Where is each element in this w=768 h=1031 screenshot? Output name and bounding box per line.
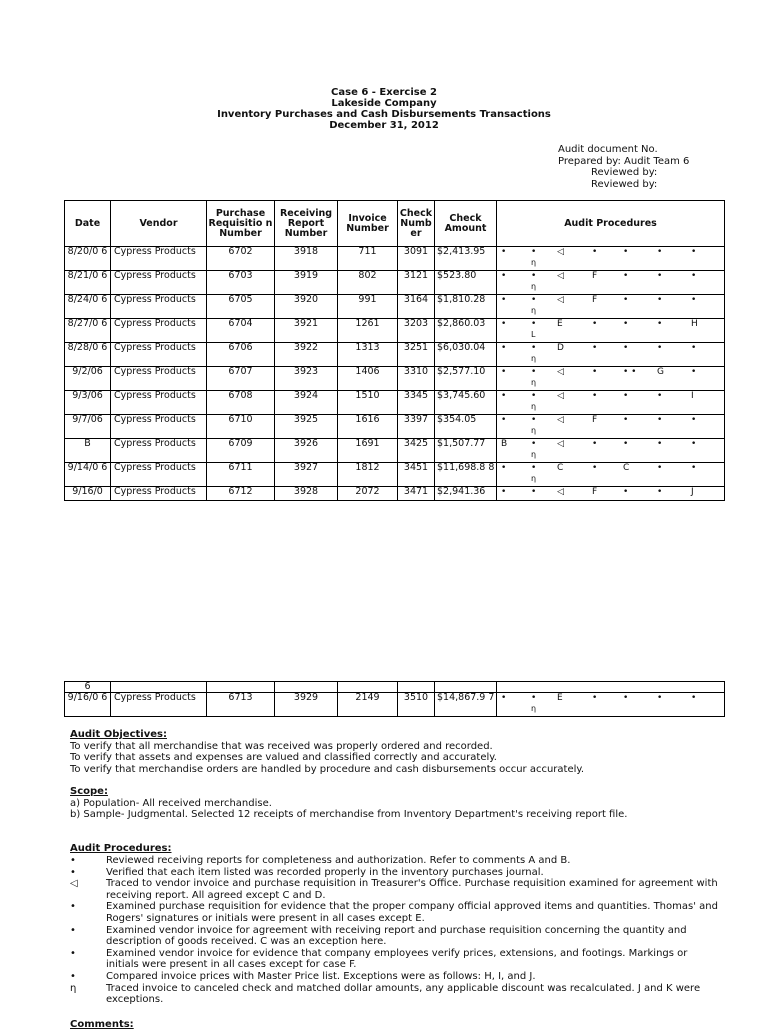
table-row [65, 693, 725, 717]
vendor-cell: Cypress Products [111, 463, 207, 487]
procedure-mark: • [623, 295, 629, 305]
procedure-mark: • [501, 487, 507, 497]
scope-heading: Scope: [70, 786, 108, 797]
procedure-mark: • [501, 295, 507, 305]
procedure-symbol: • [70, 901, 76, 913]
procedure-mark: • [592, 439, 598, 449]
table-row [65, 682, 725, 693]
table-row [65, 247, 725, 271]
procedure-mark-sub: η [531, 306, 537, 315]
procedure-text: Traced to vendor invoice and purchase requisition in Treasurer's Office. Purchase requisition examined for agreement with receiving report. All agreed except C and D. [106, 878, 718, 901]
table-row [65, 439, 725, 463]
purchase-req-cell: 6703 [207, 271, 275, 295]
vendor-cell: Cypress Products [111, 319, 207, 343]
audit-procedures-cell [497, 247, 725, 271]
col-header-purchase: Purchase Requisitio n Number [207, 201, 275, 247]
audit-procedures-cell [497, 463, 725, 487]
receiving-report-cell: 3920 [275, 295, 338, 319]
vendor-cell: Cypress Products [111, 439, 207, 463]
audit-procedures-cell [497, 319, 725, 343]
procedure-mark: • [501, 367, 507, 377]
procedure-mark: • [501, 319, 507, 329]
objective-line: To verify that all merchandise that was received was properly ordered and recorded. [70, 740, 493, 752]
date-cell: 9/16/0 6 [65, 693, 111, 717]
procedure-mark: • [657, 295, 663, 305]
vendor-cell: Cypress Products [111, 391, 207, 415]
procedure-mark: • [657, 415, 663, 425]
scope-section [70, 786, 627, 821]
invoice-cell: 2072 [338, 487, 398, 501]
vendor-cell: Cypress Products [111, 367, 207, 391]
vendor-cell: Cypress Products [111, 487, 207, 501]
vendor-cell: Cypress Products [111, 247, 207, 271]
reviewed-by-1: Reviewed by: [591, 167, 658, 178]
procedure-mark: • [592, 343, 598, 353]
procedure-symbol: • [70, 970, 76, 982]
date-cell: 9/3/06 [65, 391, 111, 415]
date-cell: B [65, 439, 111, 463]
procedure-mark: • [592, 463, 598, 473]
check-number-cell: 3510 [398, 693, 435, 717]
procedure-mark-sub: η [531, 704, 537, 713]
check-number-cell: 3397 [398, 415, 435, 439]
col-header-check-num: Check Numb er [398, 201, 435, 247]
invoice-cell: 802 [338, 271, 398, 295]
check-number-cell: 3164 [398, 295, 435, 319]
procedures-list [70, 855, 720, 1006]
purchase-req-cell: 6705 [207, 295, 275, 319]
check-amount-cell: $523.80 [435, 271, 497, 295]
reviewed-by-2: Reviewed by: [591, 178, 658, 190]
procedure-mark: ◁ [557, 391, 564, 401]
audit-procedures-cell [497, 487, 725, 501]
purchase-req-cell: 6710 [207, 415, 275, 439]
procedure-symbol: • [70, 947, 76, 959]
procedure-mark-sub: η [531, 354, 537, 363]
audit-objectives [70, 729, 584, 775]
procedure-symbol: η [70, 982, 77, 994]
procedure-mark: • • [623, 367, 637, 377]
procedure-item [70, 971, 720, 983]
audit-procedures-cell [497, 391, 725, 415]
procedure-mark: • [501, 391, 507, 401]
receiving-report-cell: 3927 [275, 463, 338, 487]
procedure-mark: E [557, 319, 563, 329]
audit-procedures-cell [497, 693, 725, 717]
receiving-report-cell: 3921 [275, 319, 338, 343]
invoice-cell: 991 [338, 295, 398, 319]
check-number-cell: 3451 [398, 463, 435, 487]
procedure-mark: D [557, 343, 564, 353]
procedure-mark: F [592, 271, 598, 281]
purchase-req-cell: 6702 [207, 247, 275, 271]
vendor-cell: Cypress Products [111, 271, 207, 295]
receiving-report-cell: 3928 [275, 487, 338, 501]
procedures-heading [70, 843, 172, 855]
procedure-mark: • [623, 391, 629, 401]
procedure-mark: • [531, 391, 537, 401]
table-row [65, 343, 725, 367]
procedure-mark: • [501, 463, 507, 473]
procedure-mark: • [531, 343, 537, 353]
check-amount-cell: $1,507.77 [435, 439, 497, 463]
procedure-mark: • [657, 319, 663, 329]
audit-doc-no: Audit document No. [558, 144, 658, 155]
prepared-by: Prepared by: Audit Team 6 [558, 155, 690, 167]
check-number-cell: 3425 [398, 439, 435, 463]
procedure-mark: H [691, 319, 698, 329]
check-number-cell: 3091 [398, 247, 435, 271]
procedure-text: Compared invoice prices with Master Price list. Exceptions were as follows: H, I, and J. [106, 970, 536, 982]
procedure-mark: • [657, 391, 663, 401]
receiving-report-cell: 3922 [275, 343, 338, 367]
procedure-mark: • [623, 487, 629, 497]
procedure-mark: • [531, 247, 537, 257]
procedure-item [70, 878, 720, 901]
procedure-mark: • [691, 415, 697, 425]
procedure-mark: • [501, 343, 507, 353]
objective-line: To verify that merchandise orders are handled by procedure and cash disbursements occur accurately. [70, 763, 585, 775]
procedure-item [70, 925, 720, 948]
vendor-cell: Cypress Products [111, 295, 207, 319]
procedure-mark: • [592, 247, 598, 257]
receiving-report-cell: 3918 [275, 247, 338, 271]
check-amount-cell: $6,030.04 [435, 343, 497, 367]
procedure-mark: • [691, 439, 697, 449]
col-header-vendor: Vendor [111, 201, 207, 247]
procedure-mark-sub: η [531, 402, 537, 411]
procedure-mark: I [691, 391, 694, 401]
procedure-mark: • [501, 415, 507, 425]
receiving-report-cell: 3923 [275, 367, 338, 391]
procedure-mark: J [691, 487, 694, 497]
check-number-cell: 3251 [398, 343, 435, 367]
procedure-mark: • [623, 415, 629, 425]
procedure-mark: • [531, 367, 537, 377]
check-amount-cell: $14,867.9 7 [435, 693, 497, 717]
procedure-mark: • [691, 295, 697, 305]
check-number-cell: 3310 [398, 367, 435, 391]
check-amount-cell: $2,413.95 [435, 247, 497, 271]
receiving-report-cell: 3929 [275, 693, 338, 717]
check-amount-cell: $1,810.28 [435, 295, 497, 319]
procedure-mark: • [691, 463, 697, 473]
col-header-date: Date [65, 201, 111, 247]
procedure-mark-sub: η [531, 258, 537, 267]
procedure-mark: ◁ [557, 487, 564, 497]
vendor-cell: Cypress Products [111, 415, 207, 439]
scope-line: a) Population- All received merchandise. [70, 797, 272, 809]
check-amount-cell [435, 682, 497, 693]
vendor-cell [111, 682, 207, 693]
date-cell: 6 [65, 682, 111, 693]
procedure-mark: • [531, 295, 537, 305]
table-row [65, 367, 725, 391]
audit-procedures-cell [497, 271, 725, 295]
procedure-mark: • [592, 391, 598, 401]
procedure-mark: • [657, 271, 663, 281]
invoice-cell: 711 [338, 247, 398, 271]
procedure-mark: • [531, 463, 537, 473]
title-description: Inventory Purchases and Cash Disbursements Transactions [217, 109, 551, 120]
audit-procedures-cell [497, 367, 725, 391]
procedure-mark: • [691, 271, 697, 281]
procedure-mark: • [657, 343, 663, 353]
receiving-report-cell: 3926 [275, 439, 338, 463]
procedure-mark: • [623, 343, 629, 353]
vendor-cell: Cypress Products [111, 343, 207, 367]
procedure-mark: B [501, 439, 508, 449]
procedure-mark: ◁ [557, 295, 564, 305]
date-cell: 8/28/0 6 [65, 343, 111, 367]
col-header-receiving: Receiving Report Number [275, 201, 338, 247]
procedure-item [70, 901, 720, 924]
receiving-report-cell [275, 682, 338, 693]
procedure-mark: • [691, 247, 697, 257]
table-row [65, 271, 725, 295]
audit-procedures-cell [497, 415, 725, 439]
table-row [65, 487, 725, 501]
receiving-report-cell: 3925 [275, 415, 338, 439]
procedure-mark: • [501, 271, 507, 281]
purchase-req-cell: 6704 [207, 319, 275, 343]
audit-procedures-cell [497, 682, 725, 693]
col-header-audit: Audit Procedures [497, 201, 725, 247]
invoice-cell: 1812 [338, 463, 398, 487]
check-number-cell [398, 682, 435, 693]
procedure-mark-sub: η [531, 282, 537, 291]
date-cell: 9/14/0 6 [65, 463, 111, 487]
procedure-mark: • [623, 247, 629, 257]
table-row [65, 295, 725, 319]
title-date: December 31, 2012 [329, 120, 439, 131]
audit-procedures-cell [497, 343, 725, 367]
procedure-mark: ◁ [557, 247, 564, 257]
table-header-row [65, 201, 725, 247]
procedure-mark: G [657, 367, 664, 377]
check-amount-cell: $11,698.8 8 [435, 463, 497, 487]
procedure-mark: F [592, 487, 598, 497]
invoice-cell: 1313 [338, 343, 398, 367]
check-amount-cell: $2,577.10 [435, 367, 497, 391]
audit-procedures-cell [497, 439, 725, 463]
comments-heading [70, 1019, 134, 1031]
procedures-heading-text: Audit Procedures: [70, 843, 172, 854]
date-cell: 8/20/0 6 [65, 247, 111, 271]
procedure-mark: • [657, 247, 663, 257]
scope-line: b) Sample- Judgmental. Selected 12 receipts of merchandise from Inventory Department's receiving report file. [70, 809, 628, 821]
invoice-cell: 1691 [338, 439, 398, 463]
procedure-mark-sub: η [531, 474, 537, 483]
procedure-mark: • [501, 693, 507, 703]
purchase-req-cell: 6708 [207, 391, 275, 415]
procedure-item [70, 855, 720, 867]
check-amount-cell: $2,860.03 [435, 319, 497, 343]
procedure-text: Traced invoice to canceled check and matched dollar amounts, any applicable discount was recalculated. J and K were exceptions. [106, 982, 701, 1006]
procedure-mark: C [557, 463, 564, 473]
table-row [65, 391, 725, 415]
procedure-symbol: • [70, 924, 76, 936]
procedure-text: Examined purchase requisition for evidence that the proper company official approved items and quantities. Thomas' and Rogers' signatures or initials were present in all cases except E. [106, 901, 718, 924]
procedure-mark-sub: η [531, 450, 537, 459]
procedure-mark: • [657, 693, 663, 703]
title-company: Lakeside Company [331, 98, 437, 109]
procedure-mark: • [501, 247, 507, 257]
purchase-req-cell [207, 682, 275, 693]
procedure-text: Examined vendor invoice for evidence that company employees verify prices, extensions, and footings. Markings or initials were present in all cases except for case F. [106, 947, 688, 971]
procedure-item [70, 867, 720, 879]
procedure-mark: C [623, 463, 630, 473]
procedure-mark: • [531, 319, 537, 329]
procedure-mark-sub: η [531, 426, 537, 435]
procedure-symbol: ◁ [70, 878, 78, 890]
check-amount-cell: $354.05 [435, 415, 497, 439]
purchase-req-cell: 6712 [207, 487, 275, 501]
procedure-text: Examined vendor invoice for agreement with receiving report and purchase requisition concerning the quantity and description of goods received. C was an exception here. [106, 924, 687, 948]
procedure-mark: • [531, 487, 537, 497]
vendor-cell: Cypress Products [111, 693, 207, 717]
date-cell: 9/2/06 [65, 367, 111, 391]
procedure-text: Reviewed receiving reports for completeness and authorization. Refer to comments A and B. [106, 855, 571, 866]
receiving-report-cell: 3919 [275, 271, 338, 295]
procedure-mark: • [531, 415, 537, 425]
procedure-symbol: • [70, 855, 76, 866]
check-number-cell: 3345 [398, 391, 435, 415]
procedure-mark: • [623, 319, 629, 329]
procedure-mark-sub: η [531, 378, 537, 387]
procedure-symbol: • [70, 866, 76, 878]
procedure-mark: • [531, 693, 537, 703]
receiving-report-cell: 3924 [275, 391, 338, 415]
date-cell: 8/27/0 6 [65, 319, 111, 343]
purchase-req-cell: 6711 [207, 463, 275, 487]
procedure-mark: ◁ [557, 415, 564, 425]
date-cell: 9/7/06 [65, 415, 111, 439]
procedure-mark: • [623, 439, 629, 449]
procedure-mark: F [592, 415, 598, 425]
comments-heading-text: Comments: [70, 1019, 134, 1030]
invoice-cell: 2149 [338, 693, 398, 717]
table-row [65, 463, 725, 487]
procedure-mark: • [657, 463, 663, 473]
invoice-cell: 1261 [338, 319, 398, 343]
procedure-mark: • [657, 487, 663, 497]
procedure-mark: ◁ [557, 367, 564, 377]
audit-procedures-cell [497, 295, 725, 319]
procedure-mark: • [592, 367, 598, 377]
col-header-invoice: Invoice Number [338, 201, 398, 247]
check-number-cell: 3203 [398, 319, 435, 343]
date-cell: 9/16/0 [65, 487, 111, 501]
procedure-mark: ◁ [557, 271, 564, 281]
procedure-mark: • [691, 343, 697, 353]
transactions-table-continued [64, 681, 725, 717]
check-number-cell: 3471 [398, 487, 435, 501]
procedure-mark: • [531, 439, 537, 449]
procedure-mark: • [691, 693, 697, 703]
col-header-check-amt: Check Amount [435, 201, 497, 247]
transactions-table [64, 200, 725, 501]
procedure-mark: • [531, 271, 537, 281]
check-amount-cell: $2,941.36 [435, 487, 497, 501]
procedure-mark: • [623, 271, 629, 281]
check-amount-cell: $3,745.60 [435, 391, 497, 415]
table-row [65, 319, 725, 343]
check-number-cell: 3121 [398, 271, 435, 295]
objective-line: To verify that assets and expenses are valued and classified correctly and accurately. [70, 752, 497, 764]
procedure-mark: ◁ [557, 439, 564, 449]
procedure-mark: • [691, 367, 697, 377]
procedure-item [70, 948, 720, 971]
invoice-cell: 1510 [338, 391, 398, 415]
purchase-req-cell: 6709 [207, 439, 275, 463]
objectives-heading: Audit Objectives: [70, 729, 167, 740]
procedure-mark: • [592, 693, 598, 703]
table-row [65, 415, 725, 439]
audit-info [558, 144, 689, 190]
procedure-mark: F [592, 295, 598, 305]
purchase-req-cell: 6713 [207, 693, 275, 717]
procedure-item [70, 983, 720, 1006]
procedure-text: Verified that each item listed was recorded properly in the inventory purchases journal. [106, 866, 544, 878]
procedure-mark: E [557, 693, 563, 703]
purchase-req-cell: 6706 [207, 343, 275, 367]
procedure-mark-sub: L [531, 330, 536, 339]
title-case: Case 6 - Exercise 2 [331, 87, 437, 98]
invoice-cell: 1616 [338, 415, 398, 439]
date-cell: 8/24/0 6 [65, 295, 111, 319]
procedure-mark: • [623, 693, 629, 703]
procedure-mark: • [592, 319, 598, 329]
date-cell: 8/21/0 6 [65, 271, 111, 295]
procedure-mark: • [657, 439, 663, 449]
invoice-cell: 1406 [338, 367, 398, 391]
purchase-req-cell: 6707 [207, 367, 275, 391]
invoice-cell [338, 682, 398, 693]
